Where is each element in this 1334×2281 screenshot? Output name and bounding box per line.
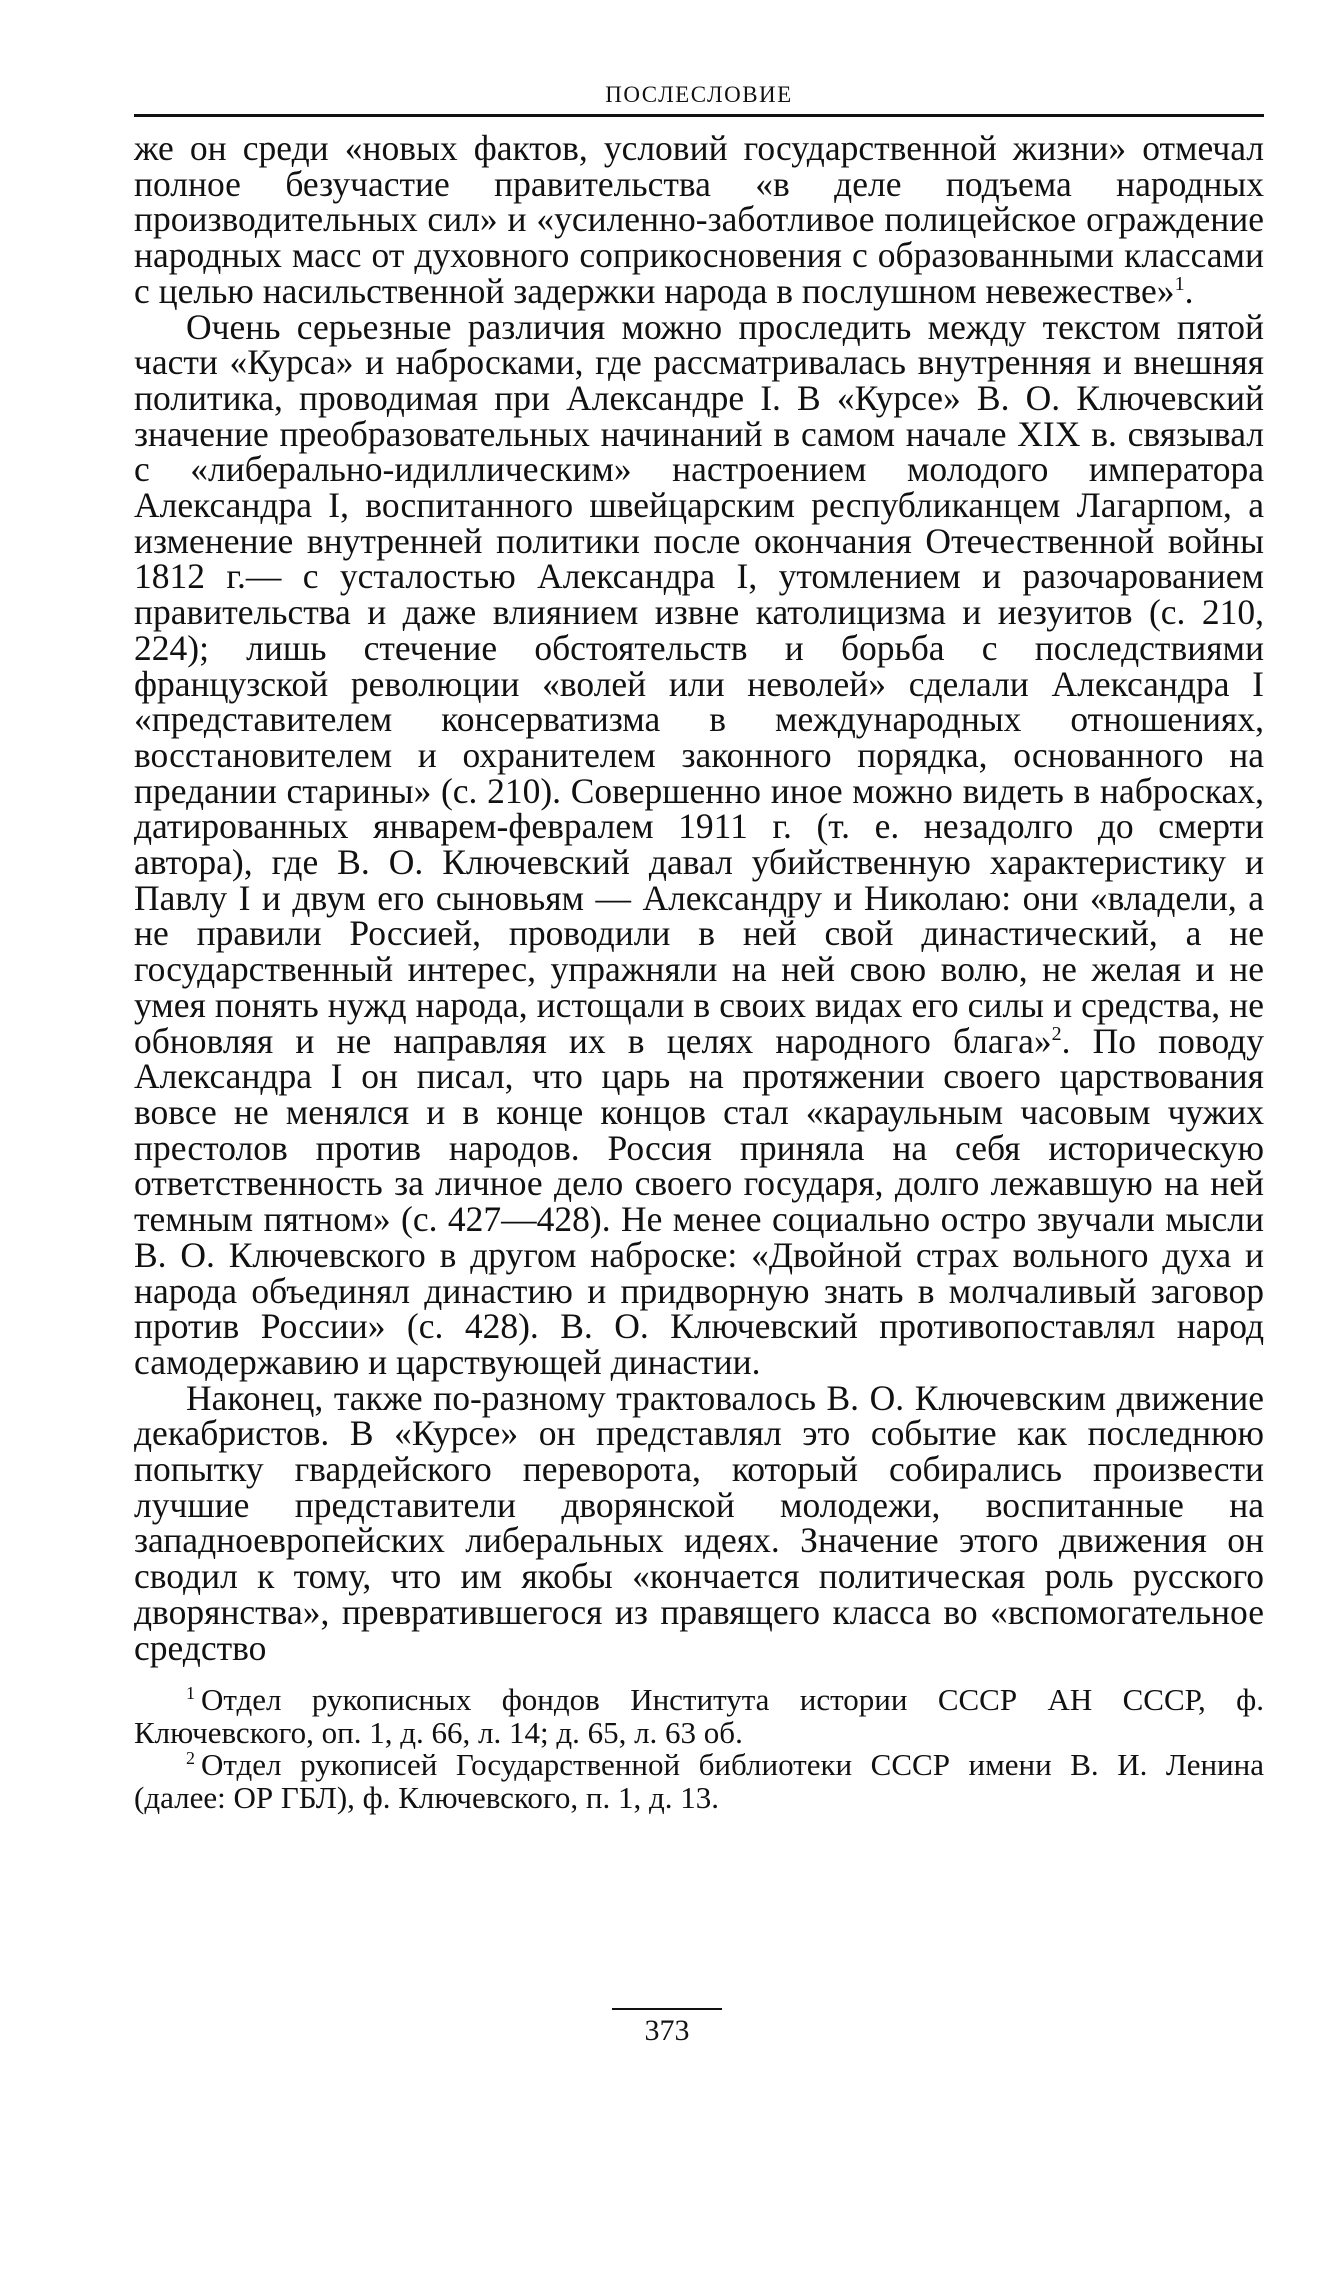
paragraph-2-text: Очень серьезные различия можно проследить между текстом пятой части «Курса» и набросками, где рассматривалась внутренняя и внешняя политика, проводимая при Александре I. В «Курсе» В. О. Ключевский значение преобразовательных начинаний в самом начале XIX в. связывал с «либерально-идиллическим» настроением молодого императора Александра I, воспитанного швейцарским республиканцем Лагарпом, а изменение внутренней политики после окончания Отечественной войны 1812 г.— с усталостью Александра I, утомлением и разочарованием правительства и даже влиянием извне католицизма и иезуитов (с. 210, 224); лишь стечение обстоятельств и борьба с последствиями французской революции «волей или неволей» сделали Александра I «представителем консерватизма в международных отношениях, восстановителем и охранителем законного порядка, основанного на предании старины» (с. 210). Совершенно иное можно видеть в набросках, датированных январем-февралем 1911 г. (т. е. незадолго до смерти автора), где В. О. Ключевский давал убийственную характеристику и Павлу I и двум его сыновьям — Александру и Николаю: они «владели, а не правили Россией, проводили в ней свой династический, а не государственный интерес, упражняли на ней свою волю, не желая и не умея понять нужд народа, истощали в своих видах его силы и средства, не обновляя и не направляя их в целях народного блага» — [134, 306, 1264, 1061]
page-footer — [0, 2008, 1334, 2048]
page-number: 373 — [644, 2014, 690, 2047]
paragraph-2: Очень серьезные различия можно проследить между текстом пятой части «Курса» и набросками, где рассматривалась внутренняя и внешняя политика, проводимая при Александре I. В «Курсе» В. О. Ключевский значение преобразовательных начинаний в самом начале XIX в. связывал с «либерально-идиллическим» настроением молодого императора Александра I, воспитанного швейцарским республиканцем Лагарпом, а изменение внутренней политики после окончания Отечественной войны 1812 г.— с усталостью Александра I, утомлением и разочарованием правительства и даже влиянием извне католицизма и иезуитов (с. 210, 224); лишь стечение обстоятельств и борьба с последствиями французской революции «волей или неволей» сделали Александра I «представителем консерватизма в международных отношениях, восстановителем и охранителем законного порядка, основанного на предании старины» (с. 210). Совершенно иное можно видеть в набросках, датированных январем-февралем 1911 г. (т. е. незадолго до смерти автора), где В. О. Ключевский давал убийственную характеристику и Павлу I и двум его сыновьям — Александру и Николаю: они «владели, а не правили Россией, проводили в ней свой династический, а не государственный интерес, упражняли на ней свою волю, не желая и не умея понять нужд народа, истощали в своих видах его силы и средства, не обновляя и не направляя их в целях народного блага»$^2$. По поводу Александра I он писал, что царь на протяжении своего царствования вовсе не менялся и в конце концов стал «караульным часовым чужих престолов против народов. Россия приняла на себя историческую ответственность за личное дело своего государя, долго лежавшую на ней темным пятном» (с. 427—428). Не менее социально остро звучали мысли В. О. Ключевского в другом наброске: «Двойной страх вольного духа и народа объединял династию и придворную знать в молчаливый заговор против России» (с. 428). В. О. Ключевский противопоставлял народ самодержавию и царствующей династии. — [134, 306, 1264, 1382]
page — [134, 80, 1264, 1814]
paragraph-3 — [134, 1377, 1264, 1668]
running-head: ПОСЛЕСЛОВИЕ — [605, 82, 793, 107]
header-rule — [134, 114, 1264, 117]
footnote-1-mark: 1 — [186, 1682, 195, 1703]
paragraph-2-continuation: По поводу Александра I он писал, что царь на протяжении своего царствования вовсе не менялся и в конце концов стал «караульным часовым чужих престолов против народов. Россия приняла на себя историческую ответственность за личное дело своего государя, долго лежавшую на ней темным пятном» (с. 427—428). Не менее социально остро звучали мысли В. О. Ключевского в другом наброске: «Двойной страх вольного духа и народа объединял династию и придворную знать в молчаливый заговор против России» (с. 428). В. О. Ключевский противопоставлял народ самодержавию и царствующей династии. — [134, 1020, 1264, 1382]
footnote-ref-2: 2 — [1051, 1022, 1062, 1045]
footnote-ref-1: 1 — [1174, 272, 1185, 295]
footnote-1-text: Отдел рукописных фондов Института истории СССР АН СССР, ф. Ключевского, оп. 1, д. 66, л. 14; д. 65, л. 63 об. — [134, 1682, 1264, 1750]
body-text — [134, 128, 1264, 1668]
footnotes — [134, 1684, 1264, 1814]
footnote-1 — [134, 1684, 1264, 1749]
paragraph-3-text: Наконец, также по-разному трактовалось В. О. Ключевским движение декабристов. В «Курсе» он представлял это событие как последнюю попытку гвардейского переворота, который собирались произвести лучшие представители дворянской молодежи, воспитанные на западноевропейских либеральных идеях. Значение этого движения он сводил к тому, что им якобы «кончается политическая роль русского дворянства», превратившегося из правящего класса во «вспомогательное средство — [134, 1377, 1264, 1668]
paragraph-1: же он среди «новых фактов, условий государственной жизни» отмечал полное безучастие правительства «в деле подъема народных производительных сил» и «усиленно-заботливое полицейское ограждение народных масс от духовного соприкосновения с образованными классами с целью насильственной задержки народа в послушном невежестве»$^1$. — [134, 128, 1264, 311]
footnote-2-text: Отдел рукописей Государственной библиотеки СССР имени В. И. Ленина (далее: ОР ГБЛ), ф. Ключевского, п. 1, д. 13. — [134, 1747, 1264, 1815]
footnote-2-mark: 2 — [186, 1747, 195, 1768]
footnote-2 — [134, 1749, 1264, 1814]
paragraph-1-text: же он среди «новых фактов, условий государственной жизни» отмечал полное безучастие правительства «в деле подъема народных производительных сил» и «усиленно-заботливое полицейское ограждение народных масс от духовного соприкосновения с образованными классами с целью насильственной задержки народа в послушном невежестве» — [134, 128, 1264, 311]
folio-rule — [612, 2008, 722, 2010]
